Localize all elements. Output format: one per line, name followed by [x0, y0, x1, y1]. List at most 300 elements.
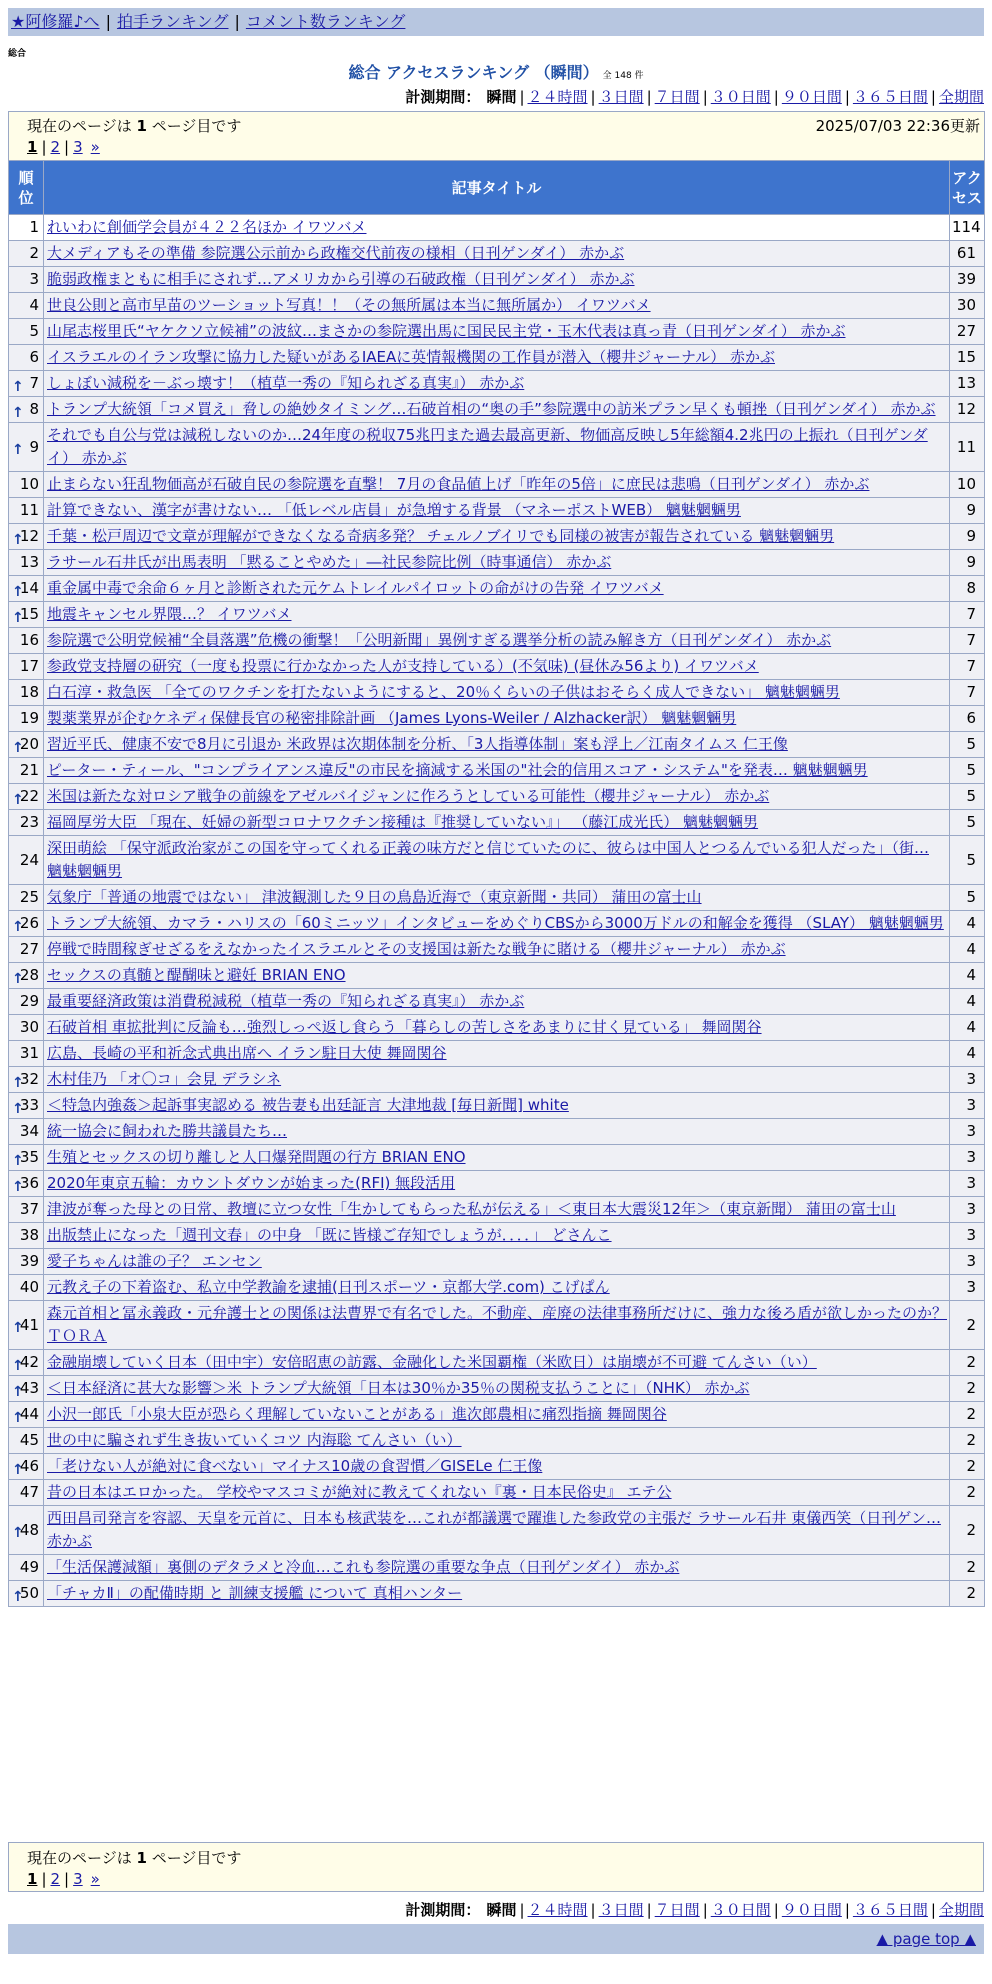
- title-cell: [44, 1093, 950, 1119]
- title-cell: [44, 1506, 950, 1555]
- article-title-link[interactable]: 千葉・松戸周辺で文章が理解ができなくなる奇病多発？ チェルノブイリでも同様の被害が報告されている 魑魅魍魎男: [47, 527, 835, 545]
- article-title-link[interactable]: 製薬業界が企むケネディ保健長官の秘密排除計画 （James Lyons-Weiler / Alzhacker訳） 魑魅魍魎男: [47, 709, 737, 727]
- period-separator: |: [702, 88, 708, 106]
- access-count-cell: 4: [950, 937, 985, 963]
- up-arrow-icon: ↑: [12, 970, 24, 987]
- table-row: [9, 1119, 985, 1145]
- access-count-cell: 5: [950, 810, 985, 836]
- access-count-cell: 3: [950, 1223, 985, 1249]
- access-count-cell: 5: [950, 885, 985, 911]
- next-page-link[interactable]: »: [90, 1870, 100, 1888]
- article-title-link[interactable]: 最重要経済政策は消費税減税（植草一秀の『知られざる真実』） 赤かぶ: [47, 992, 525, 1010]
- title-cell: [44, 423, 950, 472]
- access-count-cell: 9: [950, 550, 985, 576]
- article-title-link[interactable]: 木村佳乃 「オ〇コ」会見 デラシネ: [47, 1070, 282, 1088]
- rank-cell: [9, 1506, 44, 1555]
- up-arrow-icon: ↑: [12, 583, 24, 600]
- article-title-link[interactable]: 元教え子の下着盗む、私立中学教諭を逮捕(日刊スポーツ・京都大学.com) こげぱん: [47, 1278, 610, 1296]
- page-info-bottom: [8, 1842, 984, 1892]
- period-link[interactable]: ７日間: [654, 1901, 700, 1919]
- title-cell: [44, 1350, 950, 1376]
- table-row: [9, 1555, 985, 1581]
- page-top-link[interactable]: ▲ page top ▲: [876, 1930, 976, 1948]
- article-title-link[interactable]: 世の中に騙されず生き抜いていくコツ 内海聡 てんさい（い）: [47, 1431, 462, 1449]
- next-page-link[interactable]: »: [90, 138, 100, 156]
- rank-number: 12: [19, 527, 39, 545]
- article-title-link[interactable]: トランプ大統領「コメ買え」脅しの絶妙タイミング…石破首相の“奥の手”参院選中の訪米プラン早くも頓挫（日刊ゲンダイ） 赤かぶ: [47, 400, 936, 418]
- access-count-cell: 2: [950, 1454, 985, 1480]
- article-title-link[interactable]: 山尾志桜里氏“ヤケクソ立候補”の波紋…まさかの参院選出馬に国民民主党・玉木代表は真っ青（日刊ゲンダイ） 赤かぶ: [47, 322, 846, 340]
- section-label: 総合: [8, 49, 27, 59]
- page-indicator: 現在のページは 1 ページ目です: [27, 117, 242, 135]
- rank-number: 38: [19, 1226, 39, 1244]
- rank-cell: [9, 1480, 44, 1506]
- period-link[interactable]: 全期間: [938, 1901, 984, 1919]
- period-separator: |: [590, 1901, 596, 1919]
- period-link[interactable]: ９０日間: [781, 88, 842, 106]
- rank-number: 5: [29, 322, 39, 340]
- clap-ranking-link[interactable]: 拍手ランキング: [116, 12, 229, 31]
- article-title-link[interactable]: イスラエルのイラン攻撃に協力した疑いがあるIAEAに英情報機関の工作員が潜入（櫻井ジャーナル） 赤かぶ: [47, 348, 775, 366]
- title-cell: [44, 1197, 950, 1223]
- title-cell: [44, 550, 950, 576]
- title-cell: [44, 732, 950, 758]
- article-title-link[interactable]: 白石淳・救急医 「全てのワクチンを打たないようにすると、20％くらいの子供はおそらく成人できない」 魑魅魍魎男: [47, 683, 840, 701]
- rank-cell: [9, 1119, 44, 1145]
- title-cell: [44, 937, 950, 963]
- title-cell: [44, 498, 950, 524]
- article-title-link[interactable]: 重金属中毒で余命６ヶ月と診断された元ケムトレイルパイロットの命がけの告発 イワツバメ: [47, 579, 664, 597]
- article-title-link[interactable]: 世良公則と高市早苗のツーショット写真！！（その無所属は本当に無所属か） イワツバメ: [47, 296, 651, 314]
- table-row: [9, 241, 985, 267]
- up-arrow-icon: ↑: [12, 1525, 24, 1541]
- up-arrow-icon: ↑: [12, 1152, 24, 1169]
- article-title-link[interactable]: 気象庁「普通の地震ではない」 津波観測した９日の鳥島近海で（東京新聞・共同） 蒲田の富士山: [47, 888, 702, 906]
- updated-timestamp: 2025/07/03 22:36更新: [815, 117, 981, 135]
- rank-cell: [9, 1555, 44, 1581]
- rank-number: 42: [19, 1353, 39, 1371]
- access-count-cell: 3: [950, 1171, 985, 1197]
- rank-cell: [9, 423, 44, 472]
- period-link[interactable]: ７日間: [654, 88, 700, 106]
- access-count-cell: 4: [950, 989, 985, 1015]
- period-link[interactable]: 全期間: [938, 88, 984, 106]
- up-arrow-icon: ↑: [12, 791, 24, 808]
- rank-number: 37: [19, 1200, 39, 1218]
- rank-number: 50: [19, 1584, 39, 1602]
- period-separator: |: [590, 88, 596, 106]
- rank-number: 13: [19, 553, 39, 571]
- article-title-link[interactable]: 脆弱政権まともに相手にされず…アメリカから引導の石破政権（日刊ゲンダイ） 赤かぶ: [47, 270, 635, 288]
- access-count-cell: 2: [950, 1480, 985, 1506]
- title-cell: [44, 1145, 950, 1171]
- access-column-header: アクセス: [950, 161, 985, 215]
- access-count-cell: 5: [950, 732, 985, 758]
- table-row: [9, 654, 985, 680]
- rank-cell: [9, 1275, 44, 1301]
- rank-number: 8: [29, 400, 39, 418]
- rank-number: 31: [19, 1044, 39, 1062]
- page-indicator-bottom: 現在のページは 1 ページ目です: [27, 1849, 242, 1867]
- access-count-cell: 7: [950, 602, 985, 628]
- home-link[interactable]: ★阿修羅♪へ: [11, 12, 100, 31]
- article-title-link[interactable]: 統一協会に飼われた勝共議員たち…: [47, 1122, 288, 1140]
- period-separator: |: [519, 88, 525, 106]
- access-count-cell: 11: [950, 423, 985, 472]
- rank-cell: [9, 680, 44, 706]
- title-cell: [44, 1555, 950, 1581]
- up-arrow-icon: ↑: [12, 1178, 24, 1195]
- article-title-link[interactable]: 参政党支持層の研究（一度も投票に行かなかった人が支持している）(不気味) (昼休み56より) イワツバメ: [47, 657, 759, 675]
- rank-number: 19: [19, 709, 39, 727]
- title-cell: [44, 1428, 950, 1454]
- period-separator: |: [646, 88, 652, 106]
- rank-number: 32: [19, 1070, 39, 1088]
- up-arrow-icon: ↑: [12, 1461, 24, 1478]
- rank-cell: [9, 397, 44, 423]
- title-cell: [44, 1275, 950, 1301]
- rank-cell: [9, 628, 44, 654]
- title-cell: [44, 810, 950, 836]
- table-row: [9, 1093, 985, 1119]
- article-title-link[interactable]: 停戦で時間稼ぎせざるをえなかったイスラエルとその支援国は新たな戦争に賭ける（櫻井ジャーナル） 赤かぶ: [47, 940, 786, 958]
- period-separator: |: [519, 1901, 525, 1919]
- table-row: [9, 1402, 985, 1428]
- article-title-link[interactable]: 参院選で公明党候補“全員落選”危機の衝撃！「公明新聞」異例すぎる選挙分析の読み解き方（日刊ゲンダイ） 赤かぶ: [47, 631, 832, 649]
- article-title-link[interactable]: 止まらない狂乱物価高が石破自民の参院選を直撃！ 7月の食品値上げ「昨年の5倍」に庶民は悲鳴（日刊ゲンダイ） 赤かぶ: [47, 475, 870, 493]
- article-title-link[interactable]: 米国は新たな対ロシア戦争の前線をアゼルバイジャンに作ろうとしている可能性（櫻井ジャーナル） 赤かぶ: [47, 787, 770, 805]
- access-count-cell: 30: [950, 293, 985, 319]
- rank-cell: [9, 963, 44, 989]
- article-title-link[interactable]: ＜特急内強姦＞起訴事実認める 被告妻も出廷証言 大津地裁 [毎日新聞] white: [47, 1096, 569, 1114]
- article-title-link[interactable]: 生殖とセックスの切り離しと人口爆発問題の行方 BRIAN ENO: [47, 1148, 466, 1166]
- article-title-link[interactable]: 習近平氏、健康不安で8月に引退か 米政界は次期体制を分析、「3人指導体制」案も浮上／江南タイムス 仁王像: [47, 735, 788, 753]
- rank-number: 7: [29, 374, 39, 392]
- rank-number: 24: [19, 850, 39, 869]
- article-title-link[interactable]: 昔の日本はエロかった。 学校やマスコミが絶対に教えてくれない『裏・日本民俗史』 エテ公: [47, 1483, 672, 1501]
- access-count-cell: 3: [950, 1249, 985, 1275]
- table-row: [9, 911, 985, 937]
- table-row: [9, 937, 985, 963]
- rank-number: 47: [19, 1483, 39, 1501]
- rank-cell: [9, 498, 44, 524]
- access-count-cell: 3: [950, 1145, 985, 1171]
- page-2-link[interactable]: 2: [50, 138, 61, 156]
- rank-cell: [9, 758, 44, 784]
- table-row: [9, 836, 985, 885]
- access-count-cell: 10: [950, 472, 985, 498]
- rank-number: 6: [29, 348, 39, 366]
- access-count-cell: 12: [950, 397, 985, 423]
- rank-number: 25: [19, 888, 39, 906]
- title-cell: [44, 1301, 950, 1350]
- title-cell: [44, 215, 950, 241]
- table-row: [9, 810, 985, 836]
- title-cell: [44, 885, 950, 911]
- title-column-header: 記事タイトル: [44, 161, 950, 215]
- access-count-cell: 114: [950, 215, 985, 241]
- period-link[interactable]: ３０日間: [710, 1901, 771, 1919]
- article-title-link[interactable]: 深田萌絵 「保守派政治家がこの国を守ってくれる正義の味方だと信じていたのに、彼らは中国人とつるんでいる犯人だった」（街… 魑魅魍魎男: [47, 839, 929, 880]
- rank-cell: [9, 732, 44, 758]
- rank-number: 33: [19, 1096, 39, 1114]
- table-row: [9, 498, 985, 524]
- access-count-cell: 13: [950, 371, 985, 397]
- table-row: [9, 989, 985, 1015]
- rank-cell: [9, 706, 44, 732]
- rank-number: 34: [19, 1122, 39, 1140]
- rank-cell: [9, 1041, 44, 1067]
- title-cell: [44, 371, 950, 397]
- up-arrow-icon: ↑: [12, 739, 24, 756]
- table-row: [9, 1428, 985, 1454]
- nav-separator: |: [105, 12, 111, 31]
- rank-number: 29: [19, 992, 39, 1010]
- table-row: [9, 319, 985, 345]
- rank-cell: [9, 550, 44, 576]
- article-title-link[interactable]: 大メディアもその準備 参院選公示前から政権交代前夜の様相（日刊ゲンダイ） 赤かぶ: [47, 244, 625, 262]
- article-title-link[interactable]: 石破首相 車拡批判に反論も…強烈しっぺ返し食らう「暮らしの苦しさをあまりに甘く見ている」 舞岡関谷: [47, 1018, 762, 1036]
- period-current: 瞬間: [486, 88, 517, 106]
- rank-cell: [9, 319, 44, 345]
- article-title-link[interactable]: 金融崩壊していく日本（田中宇）安倍昭恵の訪露、金融化した米国覇権（米欧日）は崩壊が不可避 てんさい（い）: [47, 1353, 817, 1371]
- period-separator: |: [844, 88, 850, 106]
- access-count-cell: 9: [950, 498, 985, 524]
- article-title-link[interactable]: 「チャカⅡ」の配備時期 と 訓練支援艦 について 真相ハンター: [47, 1584, 463, 1602]
- page-title: [0, 60, 992, 83]
- article-title-link[interactable]: 広島、長崎の平和祈念式典出席へ イラン駐日大使 舞岡関谷: [47, 1044, 447, 1062]
- rank-number: 26: [19, 914, 39, 932]
- title-cell: [44, 1249, 950, 1275]
- rank-cell: [9, 1093, 44, 1119]
- access-count-cell: 4: [950, 1041, 985, 1067]
- comment-ranking-link[interactable]: コメント数ランキング: [245, 12, 406, 31]
- page-3-link[interactable]: 3: [73, 138, 83, 156]
- period-current: 瞬間: [486, 1901, 517, 1919]
- nav-separator: |: [234, 12, 240, 31]
- article-title-link[interactable]: 2020年東京五輪：カウントダウンが始まった(RFI) 無段活用: [47, 1174, 456, 1192]
- article-title-link[interactable]: しょぼい減税を－ぶっ壊す！（植草一秀の『知られざる真実』） 赤かぶ: [47, 374, 525, 392]
- rank-number: 2: [29, 244, 39, 262]
- article-title-link[interactable]: 西田昌司発言を容認、天皇を元首に、日本も核武装を…これが都議選で躍進した参政党の主張だ ラサール石井 東儀西笑（日刊ゲン… 赤かぶ: [47, 1509, 941, 1550]
- access-count-cell: 2: [950, 1506, 985, 1555]
- rank-cell: [9, 1249, 44, 1275]
- period-label: 計測期間：: [405, 1901, 481, 1919]
- article-title-link[interactable]: 福岡厚労大臣 「現在、妊婦の新型コロナワクチン接種は『推奨していない』」 （藤江成光氏） 魑魅魍魎男: [47, 813, 759, 831]
- access-count-cell: 27: [950, 319, 985, 345]
- title-cell: [44, 1480, 950, 1506]
- table-row: [9, 628, 985, 654]
- rank-cell: [9, 215, 44, 241]
- rank-number: 18: [19, 683, 39, 701]
- title-cell: [44, 706, 950, 732]
- rank-number: 43: [19, 1379, 39, 1397]
- period-link[interactable]: ３日間: [598, 88, 644, 106]
- period-separator: |: [646, 1901, 652, 1919]
- article-title-link[interactable]: ＜日本経済に甚大な影響＞米 トランプ大統領「日本は30％か35％の関税支払うことに」（NHK） 赤かぶ: [47, 1379, 750, 1397]
- table-row: [9, 1350, 985, 1376]
- access-count-cell: 39: [950, 267, 985, 293]
- title-cell: [44, 963, 950, 989]
- table-row: [9, 1301, 985, 1350]
- access-count-cell: 7: [950, 654, 985, 680]
- access-count-cell: 3: [950, 1119, 985, 1145]
- rank-cell: [9, 654, 44, 680]
- table-row: [9, 1223, 985, 1249]
- period-separator: |: [930, 1901, 936, 1919]
- rank-cell: [9, 989, 44, 1015]
- article-title-link[interactable]: 小沢一郎氏「小泉大臣が恐らく理解していないことがある」進次郎農相に痛烈指摘 舞岡関谷: [47, 1405, 667, 1423]
- title-cell: [44, 397, 950, 423]
- rank-number: 1: [29, 218, 39, 236]
- access-count-cell: 7: [950, 628, 985, 654]
- access-count-cell: 3: [950, 1197, 985, 1223]
- rank-number: 4: [29, 296, 39, 314]
- period-separator: |: [773, 1901, 779, 1919]
- period-separator: |: [844, 1901, 850, 1919]
- article-title-link[interactable]: 津波が奪った母との日常、教壇に立つ女性「生かしてもらった私が伝える」＜東日本大震災12年＞（東京新聞） 蒲田の富士山: [47, 1200, 896, 1218]
- top-nav-bar: [8, 8, 984, 36]
- rank-number: 41: [19, 1315, 39, 1334]
- title-cell: [44, 472, 950, 498]
- article-title-link[interactable]: ピーター・ティール、"コンプライアンス違反"の市民を摘減する米国の"社会的信用スコア・システム"を発表… 魑魅魍魎男: [47, 761, 868, 779]
- pagination-top: 1 | 2 | 3 »: [27, 138, 100, 156]
- footer-bar: [8, 1924, 984, 1954]
- period-link[interactable]: ３日間: [598, 1901, 644, 1919]
- rank-number: 40: [19, 1278, 39, 1296]
- up-arrow-icon: ↑: [12, 1100, 24, 1117]
- table-row: [9, 1015, 985, 1041]
- access-count-cell: 2: [950, 1581, 985, 1607]
- access-count-cell: 2: [950, 1301, 985, 1350]
- article-title-link[interactable]: 「老けない人が絶対に食べない」マイナス10歳の食習慣／GISELe 仁王像: [47, 1457, 543, 1475]
- rank-number: 10: [19, 475, 39, 493]
- table-row: [9, 1041, 985, 1067]
- period-link[interactable]: ３０日間: [710, 88, 771, 106]
- title-cell: [44, 628, 950, 654]
- article-title-link[interactable]: ラサール石井氏が出馬表明 「黙ることやめた」―社民参院比例（時事通信） 赤かぶ: [47, 553, 612, 571]
- article-title-link[interactable]: れいわに創価学会員が４２２名ほか イワツバメ: [47, 218, 367, 236]
- access-count-cell: 6: [950, 706, 985, 732]
- rank-cell: [9, 911, 44, 937]
- period-separator: |: [702, 1901, 708, 1919]
- rank-cell: [9, 1350, 44, 1376]
- table-row: [9, 397, 985, 423]
- article-title-link[interactable]: それでも自公与党は減税しないのか…24年度の税収75兆円また過去最高更新、物価高反映し5年総額4.2兆円の上振れ（日刊ゲンダイ） 赤かぶ: [47, 426, 928, 467]
- article-title-link[interactable]: 地震キャンセル界隈…？ イワツバメ: [47, 605, 292, 623]
- up-arrow-icon: ↑: [12, 1357, 24, 1374]
- article-title-link[interactable]: トランプ大統領、カマラ・ハリスの「60ミニッツ」インタビューをめぐりCBSから3000万ドルの和解金を獲得 （SLAY） 魑魅魍魎男: [47, 914, 944, 932]
- title-cell: [44, 1223, 950, 1249]
- period-label: 計測期間：: [405, 88, 481, 106]
- article-title-link[interactable]: 出版禁止になった「週刊文春」の中身 「既に皆様ご存知でしょうが．．．．」 どさんこ: [47, 1226, 612, 1244]
- title-cell: [44, 267, 950, 293]
- rank-number: 17: [19, 657, 39, 675]
- access-count-cell: 4: [950, 911, 985, 937]
- title-cell: [44, 989, 950, 1015]
- rank-number: 28: [19, 966, 39, 984]
- access-count-cell: 3: [950, 1067, 985, 1093]
- title-cell: [44, 319, 950, 345]
- article-title-link[interactable]: 愛子ちゃんは誰の子？ エンセン: [47, 1252, 262, 1270]
- rank-cell: [9, 267, 44, 293]
- table-row: [9, 472, 985, 498]
- page-current: 1: [27, 1870, 38, 1888]
- page-2-link[interactable]: 2: [50, 1870, 61, 1888]
- rank-number: 22: [19, 787, 39, 805]
- title-cell: [44, 836, 950, 885]
- rank-cell: [9, 1223, 44, 1249]
- title-cell: [44, 1015, 950, 1041]
- table-row: [9, 550, 985, 576]
- title-cell: [44, 524, 950, 550]
- period-link[interactable]: ９０日間: [781, 1901, 842, 1919]
- period-link[interactable]: ３６５日間: [852, 88, 928, 106]
- table-row: [9, 1275, 985, 1301]
- table-row: [9, 423, 985, 472]
- article-title-link[interactable]: 「生活保護減額」裏側のデタラメと冷血…これも参院選の重要な争点（日刊ゲンダイ） 赤かぶ: [47, 1558, 680, 1576]
- rank-number: 14: [19, 579, 39, 597]
- up-arrow-icon: ↑: [12, 404, 24, 421]
- title-cell: [44, 1454, 950, 1480]
- title-cell: [44, 345, 950, 371]
- access-count-cell: 5: [950, 784, 985, 810]
- access-count-cell: 5: [950, 836, 985, 885]
- rank-cell: [9, 1402, 44, 1428]
- rank-number: 45: [19, 1431, 39, 1449]
- table-row: [9, 602, 985, 628]
- table-row: [9, 1197, 985, 1223]
- up-arrow-icon: ↑: [12, 531, 24, 548]
- article-title-link[interactable]: 森元首相と冨永義政・元弁護士との関係は法曹界で有名でした。不動産、産廃の法律事務所だけに、強力な後ろ盾が欲しかったのか？ ＴＯＲＡ: [47, 1304, 948, 1345]
- up-arrow-icon: ↑: [12, 1383, 24, 1400]
- access-count-cell: 2: [950, 1350, 985, 1376]
- page-info-row: [9, 112, 985, 161]
- title-cell: [44, 1171, 950, 1197]
- access-count-cell: 3: [950, 1093, 985, 1119]
- title-cell: [44, 758, 950, 784]
- access-count-cell: 2: [950, 1555, 985, 1581]
- table-row: [9, 1067, 985, 1093]
- rank-cell: [9, 1015, 44, 1041]
- table-row: [9, 267, 985, 293]
- table-row: [9, 885, 985, 911]
- period-link[interactable]: ３６５日間: [852, 1901, 928, 1919]
- rank-number: 3: [29, 270, 39, 288]
- table-row: [9, 1581, 985, 1607]
- period-link[interactable]: ２４時間: [527, 88, 588, 106]
- access-count-cell: 3: [950, 1275, 985, 1301]
- table-row: [9, 732, 985, 758]
- rank-number: 30: [19, 1018, 39, 1036]
- total-count: 全 148 件: [602, 71, 644, 81]
- rank-cell: [9, 602, 44, 628]
- rank-number: 11: [19, 501, 39, 519]
- table-row: [9, 293, 985, 319]
- access-count-cell: 5: [950, 758, 985, 784]
- period-link[interactable]: ２４時間: [527, 1901, 588, 1919]
- table-row: [9, 1454, 985, 1480]
- article-title-link[interactable]: セックスの真髄と醍醐味と避妊 BRIAN ENO: [47, 966, 346, 984]
- table-row: [9, 1376, 985, 1402]
- up-arrow-icon: ↑: [12, 378, 24, 395]
- page-3-link[interactable]: 3: [73, 1870, 83, 1888]
- table-row: [9, 1480, 985, 1506]
- rank-cell: [9, 1171, 44, 1197]
- rank-number: 21: [19, 761, 39, 779]
- article-title-link[interactable]: 計算できない、漢字が書けない… 「低レベル店員」が急増する背景 （マネーポストWEB） 魑魅魍魎男: [47, 501, 741, 519]
- rank-cell: [9, 784, 44, 810]
